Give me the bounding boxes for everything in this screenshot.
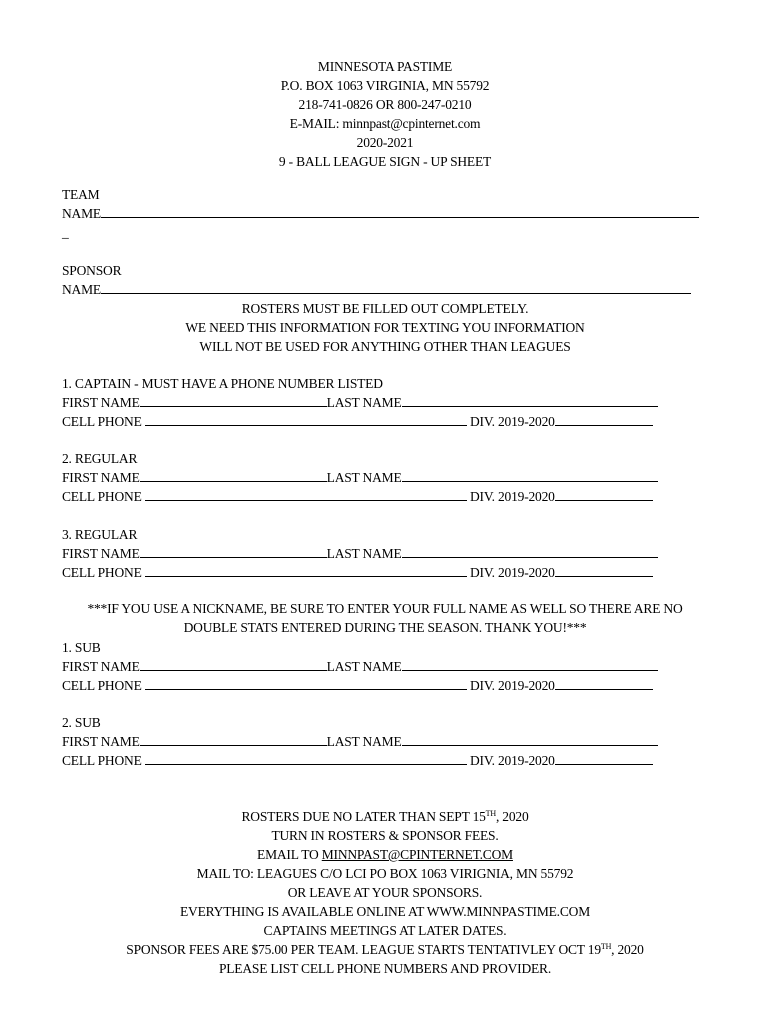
player-heading: 3. REGULAR [62,527,138,542]
last-name-field[interactable] [402,733,658,746]
division-label: DIV. 2019-2020 [470,489,555,504]
org-email: E-MAIL: minnpast@cpinternet.com [289,116,481,131]
division-field[interactable] [555,413,653,426]
first-name-label: FIRST NAME [62,734,140,749]
team-name-field[interactable] [101,205,699,218]
player-heading: 1. CAPTAIN - MUST HAVE A PHONE NUMBER LISTED [62,376,383,391]
cell-phone-label: CELL PHONE [62,489,142,504]
first-name-field[interactable] [140,733,327,746]
nickname-note-line: ***IF YOU USE A NICKNAME, BE SURE TO ENTER YOUR FULL NAME AS WELL SO THERE ARE NO [87,601,683,616]
first-name-label: FIRST NAME [62,470,140,485]
first-name-field[interactable] [140,469,327,482]
captains-meetings: CAPTAINS MEETINGS AT LATER DATES. [263,923,507,938]
division-label: DIV. 2019-2020 [470,678,555,693]
first-name-label: FIRST NAME [62,659,140,674]
notice-line: WILL NOT BE USED FOR ANYTHING OTHER THAN LEAGUES [199,339,571,354]
org-address: P.O. BOX 1063 VIRGINIA, MN 55792 [280,78,490,93]
phone-row [62,752,653,769]
notice-line: WE NEED THIS INFORMATION FOR TEXTING YOU INFORMATION [185,320,585,335]
cell-phone-field[interactable] [145,413,467,426]
sponsor-name-field[interactable] [101,281,691,294]
last-name-field[interactable] [402,545,658,558]
season: 2020-2021 [356,135,414,150]
last-name-field[interactable] [402,469,658,482]
nickname-note-line: DOUBLE STATS ENTERED DURING THE SEASON. THANK YOU!*** [183,620,587,635]
cell-phone-label: CELL PHONE [62,414,142,429]
page-title: 9 - BALL LEAGUE SIGN - UP SHEET [278,154,492,169]
last-name-field[interactable] [402,658,658,671]
email-line: EMAIL TO MINNPAST@CPINTERNET.COM [257,847,513,862]
sponsor-label: SPONSOR [62,263,122,278]
cell-phone-field[interactable] [145,564,467,577]
last-name-label: LAST NAME [326,546,402,561]
phone-row [62,413,653,430]
team-name-overflow: _ [62,225,69,240]
last-name-label: LAST NAME [326,470,402,485]
name-row [62,733,658,750]
first-name-field[interactable] [140,658,327,671]
online-info: EVERYTHING IS AVAILABLE ONLINE AT WWW.MINNPASTIME.COM [179,904,591,919]
player-heading: 2. SUB [62,715,101,730]
first-name-label: FIRST NAME [62,395,140,410]
division-field[interactable] [555,564,653,577]
last-name-field[interactable] [402,394,658,407]
last-name-label: LAST NAME [326,734,402,749]
phone-row [62,488,653,505]
cell-phone-label: CELL PHONE [62,565,142,580]
turn-in: TURN IN ROSTERS & SPONSOR FEES. [271,828,499,843]
cell-phone-label: CELL PHONE [62,678,142,693]
first-name-field[interactable] [140,394,327,407]
email-link[interactable]: MINNPAST@CPINTERNET.COM [321,847,513,862]
division-field[interactable] [555,488,653,501]
cell-phone-field[interactable] [145,677,467,690]
provider-note: PLEASE LIST CELL PHONE NUMBERS AND PROVIDER. [218,961,552,976]
phone-row [62,564,653,581]
due-date: ROSTERS DUE NO LATER THAN SEPT 15TH, 2020 [241,809,529,824]
name-row [62,545,658,562]
division-label: DIV. 2019-2020 [470,414,555,429]
phone-row [62,677,653,694]
player-heading: 2. REGULAR [62,451,138,466]
name-row [62,469,658,486]
player-heading: 1. SUB [62,640,101,655]
division-label: DIV. 2019-2020 [470,753,555,768]
sponsor-name-row [62,281,691,298]
leave-at-sponsors: OR LEAVE AT YOUR SPONSORS. [287,885,483,900]
last-name-label: LAST NAME [326,659,402,674]
name-row [62,658,658,675]
team-name-row [62,205,699,222]
name-row [62,394,658,411]
division-label: DIV. 2019-2020 [470,565,555,580]
division-field[interactable] [555,677,653,690]
first-name-label: FIRST NAME [62,546,140,561]
division-field[interactable] [555,752,653,765]
sponsor-name-label: NAME [62,282,101,297]
sponsor-fees: SPONSOR FEES ARE $75.00 PER TEAM. LEAGUE STARTS TENTATIVLEY OCT 19TH, 2020 [126,942,644,957]
first-name-field[interactable] [140,545,327,558]
cell-phone-field[interactable] [145,752,467,765]
notice-line: ROSTERS MUST BE FILLED OUT COMPLETELY. [241,301,529,316]
cell-phone-label: CELL PHONE [62,753,142,768]
team-name-label: NAME [62,206,101,221]
last-name-label: LAST NAME [326,395,402,410]
org-phones: 218-741-0826 OR 800-247-0210 [298,97,472,112]
org-name: MINNESOTA PASTIME [317,59,453,74]
team-label: TEAM [62,187,100,202]
cell-phone-field[interactable] [145,488,467,501]
mail-to: MAIL TO: LEAGUES C/O LCI PO BOX 1063 VIRIGNIA, MN 55792 [196,866,574,881]
